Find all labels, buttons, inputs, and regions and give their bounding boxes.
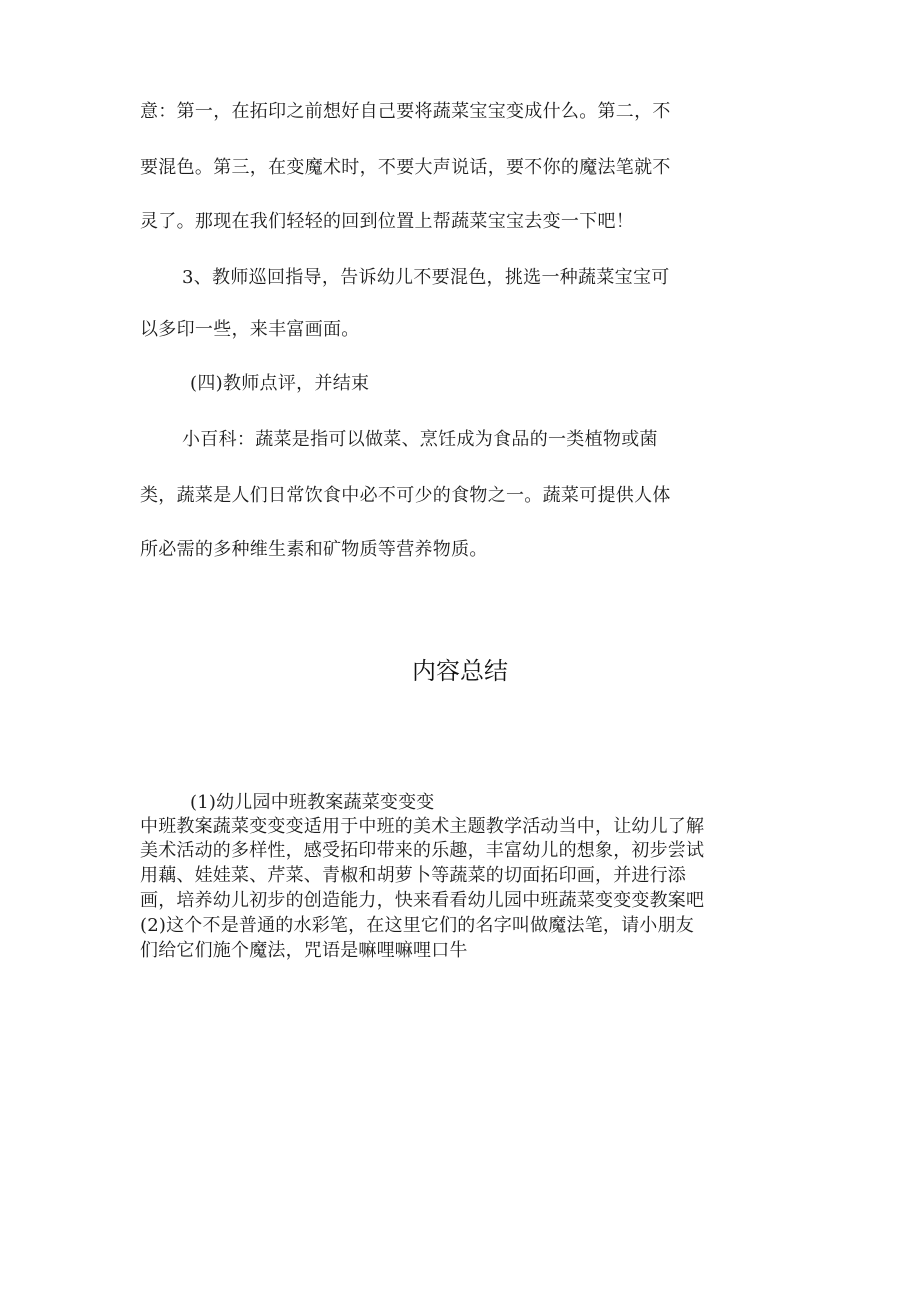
- body-line: 小百科：蔬菜是指可以做菜、烹饪成为食品的一类植物或菌: [182, 429, 658, 450]
- body-line: 灵了。那现在我们轻轻的回到位置上帮蔬菜宝宝去变一下吧！: [140, 211, 635, 232]
- body-line: 类，蔬菜是人们日常饮食中必不可少的食物之一。蔬菜可提供人体: [140, 485, 671, 506]
- summary-line: 中班教案蔬菜变变变适用于中班的美术主题教学活动当中，让幼儿了解: [140, 816, 705, 837]
- body-line: 以多印一些，来丰富画面。: [140, 319, 360, 340]
- section-heading: (四)教师点评，并结束: [190, 373, 370, 394]
- summary-line: (1)幼儿园中班教案蔬菜变变变: [190, 792, 435, 813]
- body-line: 意：第一，在拓印之前想好自己要将蔬菜宝宝变成什么。第二，不: [140, 101, 671, 122]
- summary-title: 内容总结: [412, 657, 508, 685]
- body-line: 3、教师巡回指导，告诉幼儿不要混色，挑选一种蔬菜宝宝可: [182, 267, 670, 288]
- summary-line: (2)这个不是普通的水彩笔，在这里它们的名字叫做魔法笔，请小朋友: [140, 915, 694, 936]
- summary-line: 画，培养幼儿初步的创造能力，快来看看幼儿园中班蔬菜变变变教案吧: [140, 890, 705, 911]
- body-line: 要混色。第三，在变魔术时，不要大声说话，要不你的魔法笔就不: [140, 157, 671, 178]
- summary-line: 用藕、娃娃菜、芹菜、青椒和胡萝卜等蔬菜的切面拓印画，并进行添: [140, 865, 686, 886]
- body-line: 所必需的多种维生素和矿物质等营养物质。: [140, 539, 488, 560]
- summary-line: 美术活动的多样性，感受拓印带来的乐趣，丰富幼儿的想象，初步尝试: [140, 840, 705, 861]
- summary-line: 们给它们施个魔法，咒语是嘛哩嘛哩口牛: [140, 940, 468, 961]
